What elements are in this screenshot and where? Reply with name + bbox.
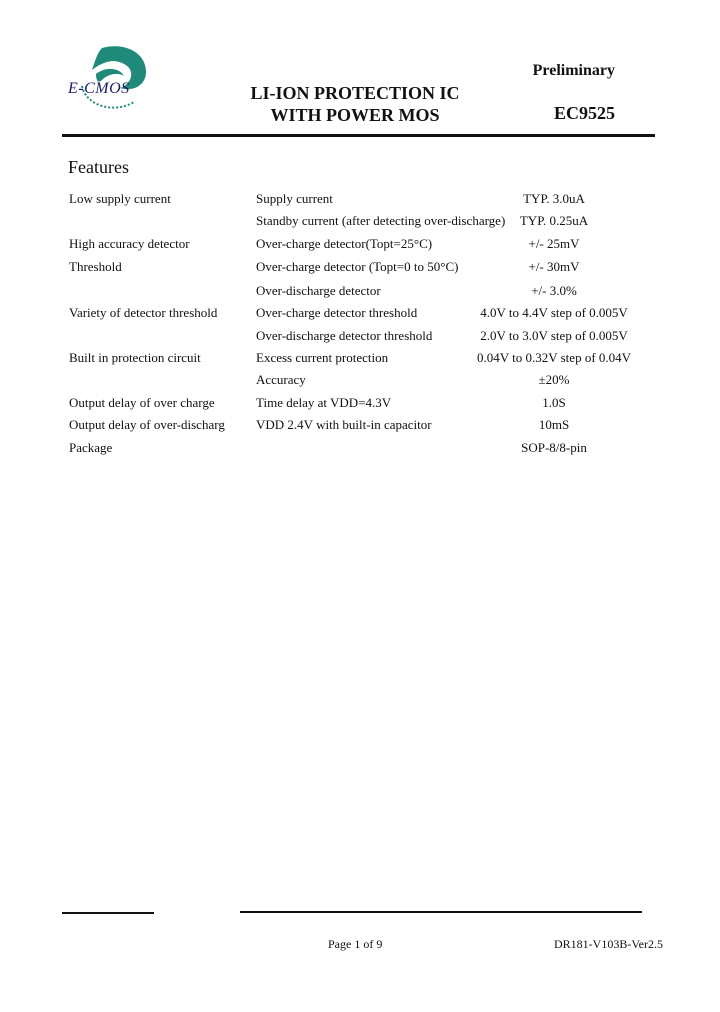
- feature-value: TYP. 3.0uA: [523, 191, 585, 206]
- feature-value: 1.0S: [542, 395, 566, 410]
- feature-value: 2.0V to 3.0V step of 0.005V: [480, 328, 628, 343]
- feature-label: High accuracy detector: [69, 236, 190, 251]
- feature-value: +/- 3.0%: [531, 283, 577, 298]
- title-line-2: WITH POWER MOS: [270, 105, 440, 125]
- feature-parameter: Over-charge detector threshold: [256, 305, 418, 320]
- feature-row: [0, 328, 720, 348]
- feature-parameter: Over-discharge detector threshold: [256, 328, 433, 343]
- document-title: [230, 82, 480, 126]
- feature-value: 4.0V to 4.4V step of 0.005V: [480, 305, 628, 320]
- feature-row: [0, 259, 720, 279]
- feature-parameter: Time delay at VDD=4.3V: [256, 395, 392, 410]
- header-divider: [62, 134, 655, 137]
- feature-parameter: Supply current: [256, 191, 333, 206]
- feature-label: Built in protection circuit: [69, 350, 201, 365]
- feature-label: Variety of detector threshold: [69, 305, 218, 320]
- title-line-1: LI-ION PROTECTION IC: [250, 83, 460, 103]
- feature-value: +/- 25mV: [528, 236, 580, 251]
- page-number: Page 1 of 9: [328, 937, 383, 951]
- feature-parameter: Standby current (after detecting over-discharge): [256, 213, 506, 228]
- feature-value: SOP-8/8-pin: [521, 440, 587, 455]
- feature-label: Package: [69, 440, 113, 455]
- feature-parameter: VDD 2.4V with built-in capacitor: [256, 417, 432, 432]
- feature-row: [0, 372, 720, 392]
- document-code: DR181-V103B-Ver2.5: [554, 937, 663, 951]
- feature-label: Threshold: [69, 259, 122, 274]
- logo-text: E-CMOS: [68, 80, 130, 97]
- feature-value: +/- 30mV: [528, 259, 580, 274]
- feature-label: Output delay of over-discharg: [69, 417, 225, 432]
- feature-value: ±20%: [538, 372, 570, 387]
- feature-label: Output delay of over charge: [69, 395, 215, 410]
- feature-parameter: Over-discharge detector: [256, 283, 381, 298]
- feature-row: [0, 350, 720, 370]
- feature-parameter: Excess current protection: [256, 350, 389, 365]
- feature-row: [0, 417, 720, 437]
- feature-row: [0, 191, 720, 211]
- feature-parameter: Accuracy: [256, 372, 306, 387]
- footer-divider-right: [240, 911, 642, 913]
- feature-row: [0, 305, 720, 325]
- feature-row: [0, 283, 720, 303]
- feature-parameter: Over-charge detector (Topt=0 to 50°C): [256, 259, 459, 274]
- feature-row: [0, 213, 720, 233]
- footer-divider-left: [62, 912, 154, 914]
- status-label: Preliminary: [532, 62, 615, 79]
- feature-value: 0.04V to 0.32V step of 0.04V: [476, 350, 632, 365]
- feature-row: [0, 440, 720, 460]
- feature-value: 10mS: [538, 417, 570, 432]
- feature-parameter: Over-charge detector(Topt=25°C): [256, 236, 433, 251]
- part-number: EC9525: [553, 103, 615, 123]
- feature-value: TYP. 0.25uA: [519, 213, 589, 228]
- feature-label: Low supply current: [69, 191, 171, 206]
- feature-row: [0, 236, 720, 256]
- feature-row: [0, 395, 720, 415]
- section-title: Features: [68, 157, 129, 177]
